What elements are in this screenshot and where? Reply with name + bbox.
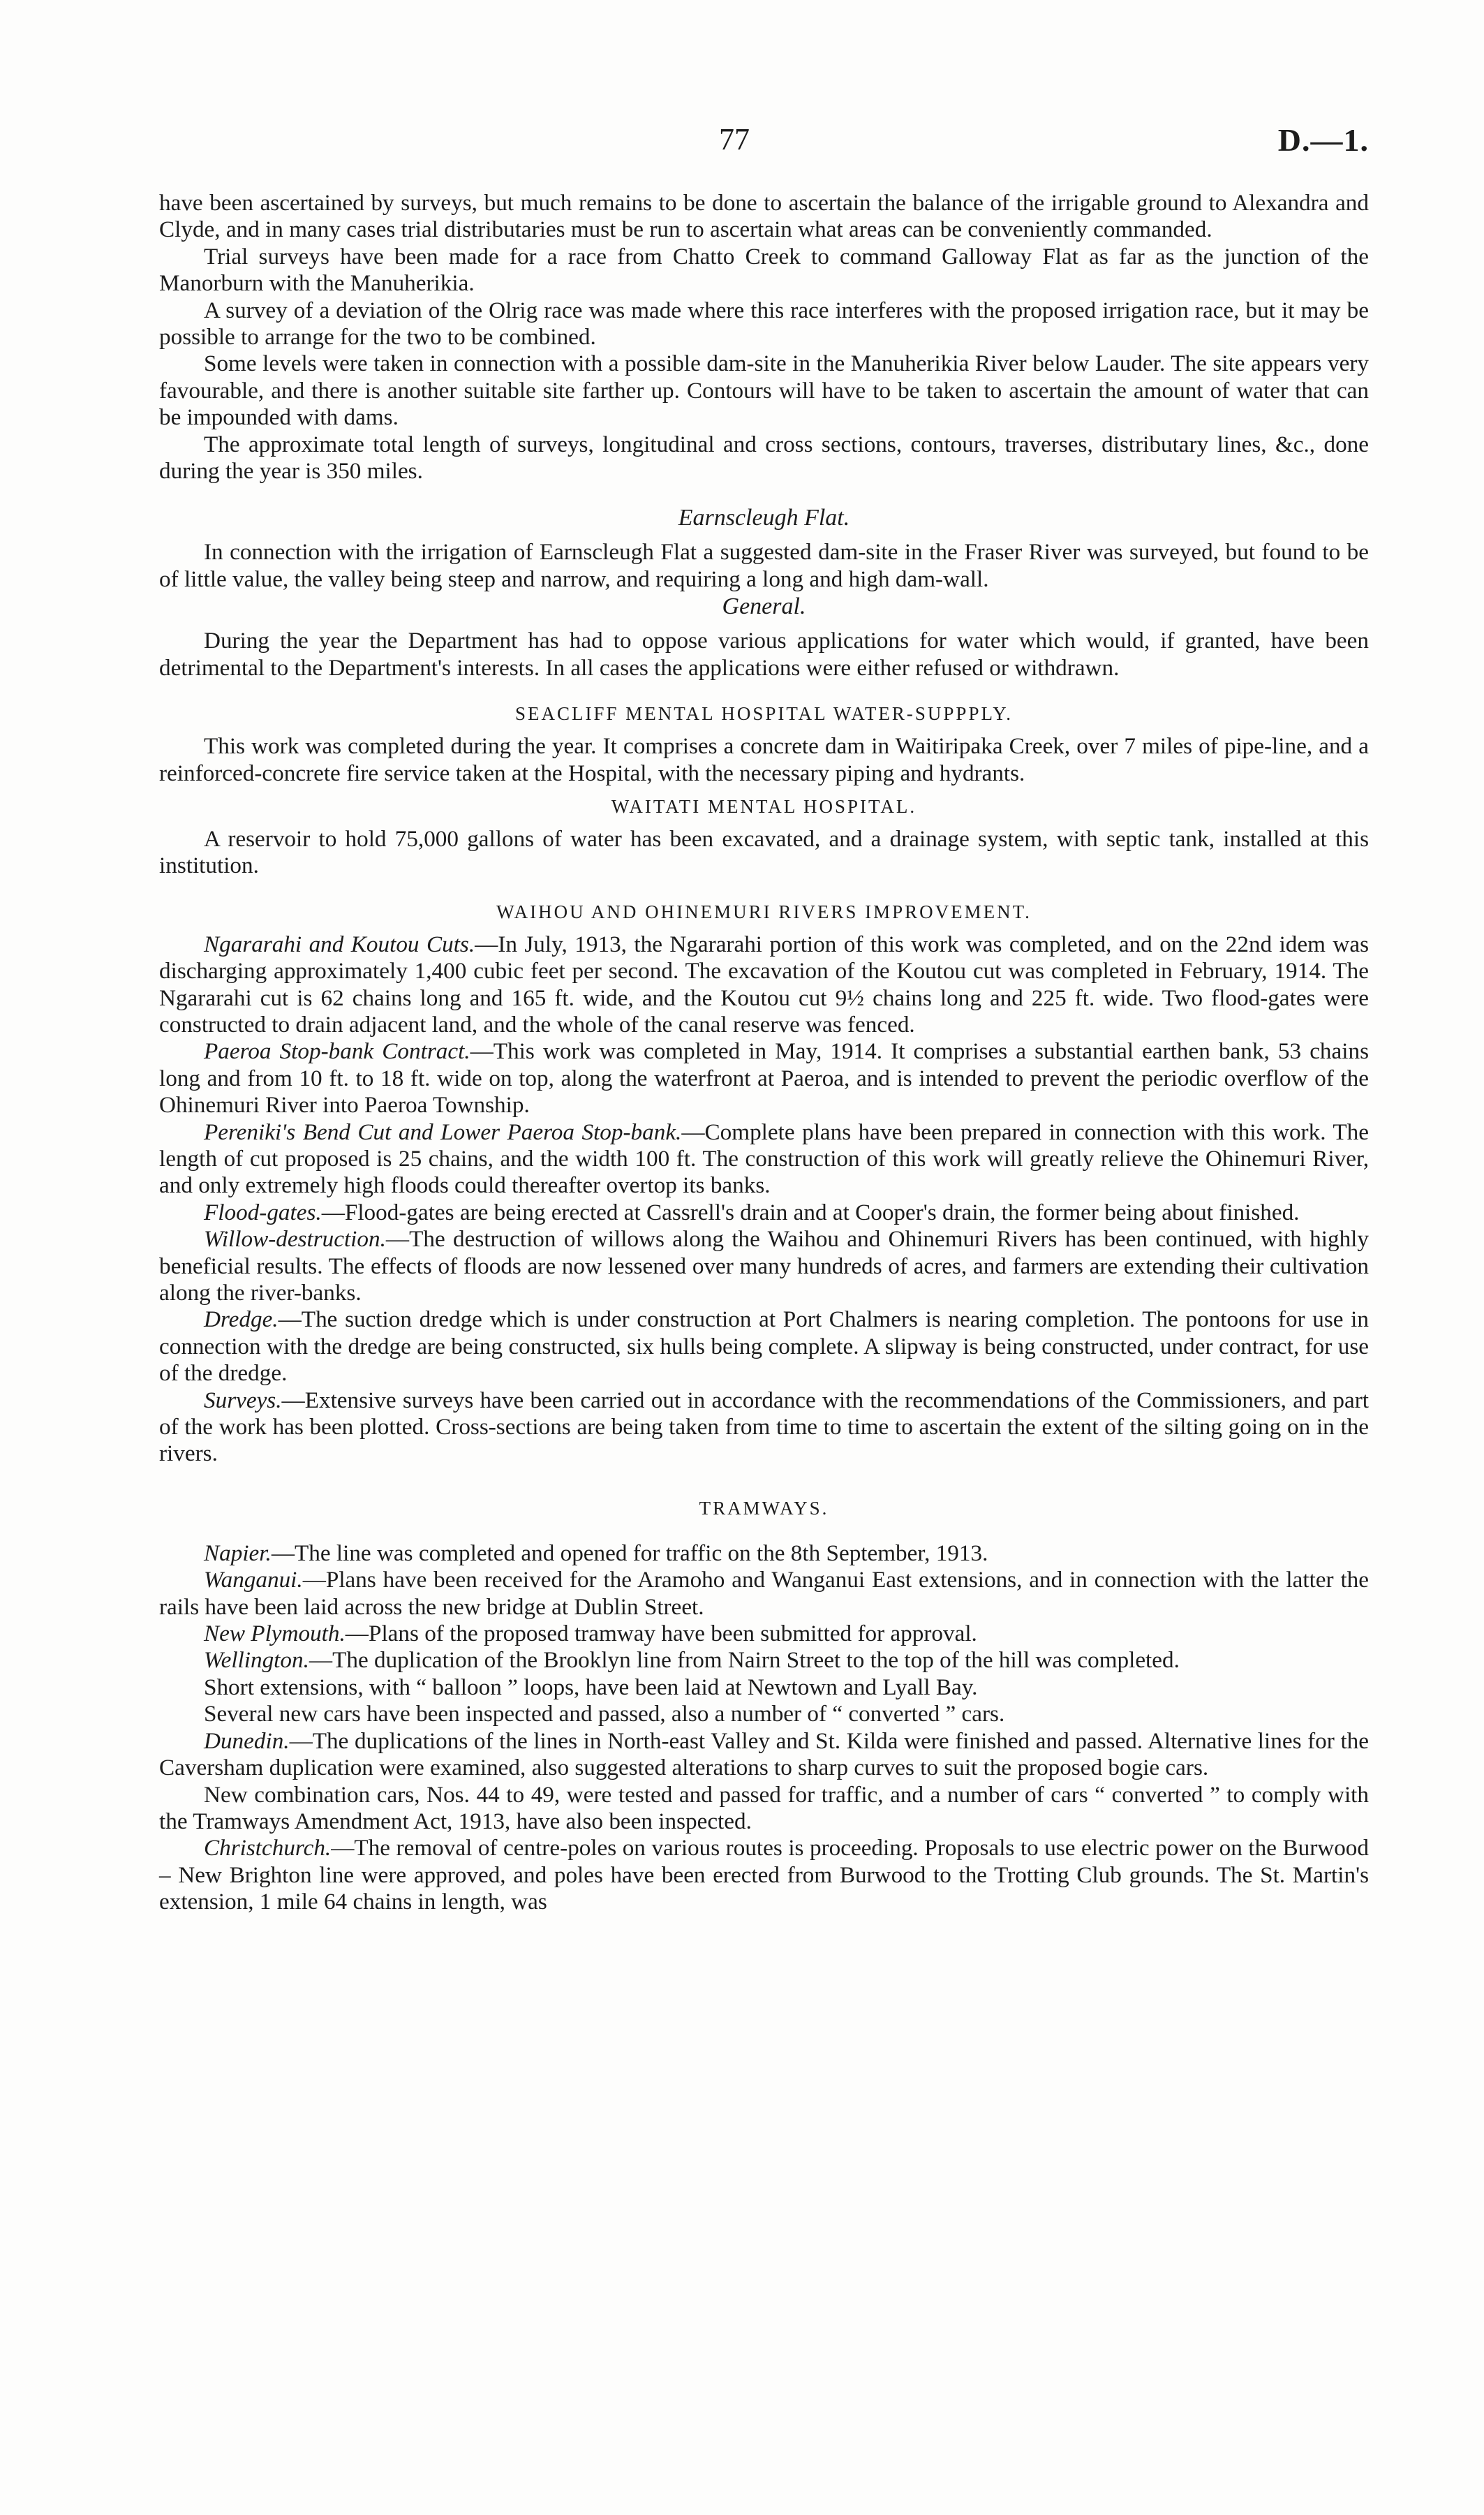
run-in-heading: Dredge. — [204, 1306, 279, 1333]
run-in-heading: Ngararahi and Koutou Cuts. — [204, 931, 475, 957]
paragraph-text: —This work was completed in May, 1914. It comprises a substantial earthen bank, 53 chains long and from 10 ft. to 18 ft. wide on top, along the waterfront at Paeroa, and is intended to prevent the periodic overflow of the Ohinemuri River into Paeroa Township. — [159, 1038, 1369, 1119]
run-in-heading: Wanganui. — [204, 1567, 303, 1593]
paragraph-willow-destruction — [159, 1226, 1369, 1306]
run-in-heading: Flood-gates. — [204, 1199, 322, 1225]
section-heading-tramways: TRAMWAYS. — [699, 1497, 829, 1519]
paragraph-dunedin — [159, 1728, 1369, 1782]
paragraph-text: —The duplications of the lines in North-east Valley and St. Kilda were finished and passed. Alternative lines for the Caversham duplication were examined, also suggested alterations to sharp curves to suit the proposed bogie cars. — [159, 1727, 1369, 1781]
paragraph-text: —The suction dredge which is under construction at Port Chalmers is nearing completion. The pontoons for use in connection with the dredge are being constructed, six hulls being complete. A slipway is being constructed, under contract, for use of the dredge. — [159, 1306, 1369, 1387]
run-in-heading: New Plymouth. — [204, 1621, 346, 1647]
paragraph: Some levels were taken in connection with a possible dam-site in the Manuherikia River below Lauder. The site appears very favourable, and there is another suitable site farther up. Contours will have to be taken to ascertain the amount of water that can be impounded with dams. — [159, 351, 1369, 431]
paragraph: This work was completed during the year. It comprises a concrete dam in Waitiripaka Creek, over 7 miles of pipe-line, and a reinforced-concrete fire service taken at the Hospital, with the necessary piping and hydrants. — [159, 733, 1369, 786]
section-heading-general: General. — [722, 593, 806, 620]
document-reference: D.—1. — [1277, 122, 1369, 158]
paragraph-text: —The duplication of the Brooklyn line from Nairn Street to the top of the hill was completed. — [309, 1647, 1180, 1674]
page-header — [159, 122, 1369, 190]
paragraph-dredge — [159, 1306, 1369, 1387]
section-heading-seacliff: SEACLIFF MENTAL HOSPITAL WATER-SUPPPLY. — [514, 703, 1014, 725]
run-in-heading: Surveys. — [204, 1387, 282, 1413]
paragraph: Several new cars have been inspected and passed, also a number of “ converted ” cars. — [204, 1701, 1005, 1727]
run-in-heading: Willow-destruction. — [204, 1226, 386, 1253]
run-in-heading: Dunedin. — [204, 1727, 290, 1754]
paragraph: New combination cars, Nos. 44 to 49, were tested and passed for traffic, and a number of cars “ converted ” to comply with the Tramways Amendment Act, 1913, have also been inspected. — [159, 1781, 1369, 1834]
paragraph-text: —The destruction of willows along the Waihou and Ohinemuri Rivers has been continued, with highly beneficial results. The effects of floods are now lessened over many hundreds of acres, and farmers are extending their cultivation along the river-banks. — [159, 1226, 1369, 1306]
run-in-heading: Pereniki's Bend Cut and Lower Paeroa Stop-bank. — [204, 1119, 682, 1145]
run-in-heading: Napier. — [204, 1540, 272, 1566]
paragraph-wellington — [159, 1647, 1369, 1674]
section-heading-waitati: WAITATI MENTAL HOSPITAL. — [611, 795, 917, 817]
paragraph-surveys — [159, 1387, 1369, 1468]
paragraph-text: —Complete plans have been prepared in connection with this work. The length of cut proposed is 25 chains, and the width 100 ft. The construction of this work will greatly relieve the Ohinemuri River, and only extremely high floods could thereafter overtop its banks. — [159, 1119, 1369, 1199]
paragraph: A reservoir to hold 75,000 gallons of water has been excavated, and a drainage system, with septic tank, installed at this institution. — [159, 825, 1369, 879]
paragraph-christchurch — [159, 1835, 1369, 1915]
run-in-heading: Christchurch. — [204, 1835, 332, 1861]
paragraph-paeroa-stop-bank — [159, 1038, 1369, 1119]
paragraph-text: —The removal of centre-poles on various routes is proceeding. Proposals to use electric power on the Burwood – New Brighton line were approved, and poles have been erected from Burwood to the Trotting Club grounds. The St. Martin's extension, 1 mile 64 chains in length, was — [159, 1835, 1369, 1915]
paragraph: Short extensions, with “ balloon ” loops, have been laid at Newtown and Lyall Bay. — [204, 1674, 978, 1700]
paragraph: During the year the Department has had to oppose various applications for water which would, if granted, have been detrimental to the Department's interests. In all cases the applications were either refused or withdrawn. — [159, 628, 1369, 681]
paragraph-ngararahi-koutou — [159, 931, 1369, 1039]
run-in-heading: Wellington. — [204, 1647, 309, 1674]
paragraph-text: —Flood-gates are being erected at Cassrell's drain and at Cooper's drain, the former being about finished. — [321, 1199, 1300, 1225]
page-number: 77 — [719, 122, 750, 156]
section-heading-waihou: WAIHOU AND OHINEMURI RIVERS IMPROVEMENT. — [496, 901, 1032, 922]
paragraph-new-plymouth — [159, 1621, 1369, 1647]
paragraph-text: —Plans of the proposed tramway have been submitted for approval. — [345, 1621, 977, 1647]
paragraph-text: —Extensive surveys have been carried out in accordance with the recommendations of the Commissioners, and part of the work has been plotted. Cross-sections are being taken from time to time to ascertain the extent of the silting going on in the rivers. — [159, 1387, 1369, 1467]
paragraph-text: —In July, 1913, the Ngararahi portion of this work was completed, and on the 22nd idem was discharging approximately 1,400 cubic feet per second. The excavation of the Koutou cut was completed in February, 1914. The Ngararahi cut is 62 chains long and 165 ft. wide, and the Koutou cut 9½ chains long and 225 ft. wide. Two flood-gates were constructed to drain adjacent land, and the whole of the canal reserve was fenced. — [159, 931, 1369, 1038]
paragraph-text: —The line was completed and opened for traffic on the 8th September, 1913. — [271, 1540, 988, 1566]
paragraph: have been ascertained by surveys, but much remains to be done to ascertain the balance of the irrigable ground to Alexandra and Clyde, and in many cases trial distributaries must be run to ascertain what areas can be conveniently commanded. — [159, 190, 1369, 243]
paragraph-perenikis-bend — [159, 1119, 1369, 1200]
run-in-heading: Paeroa Stop-bank Contract. — [204, 1038, 470, 1065]
paragraph: Trial surveys have been made for a race from Chatto Creek to command Galloway Flat as far as the junction of the Manorburn with the Manuherikia. — [159, 243, 1369, 297]
body-text — [159, 190, 1369, 1916]
section-heading-earnscleugh-flat: Earnscleugh Flat. — [678, 505, 850, 531]
paragraph-text: —Plans have been received for the Aramoho and Wanganui East extensions, and in connection with the latter the rails have been laid across the new bridge at Dublin Street. — [159, 1567, 1369, 1620]
paragraph-napier — [159, 1540, 1369, 1567]
paragraph: The approximate total length of surveys, longitudinal and cross sections, contours, traverses, distributary lines, &c., done during the year is 350 miles. — [159, 431, 1369, 485]
paragraph: A survey of a deviation of the Olrig race was made where this race interferes with the proposed irrigation race, but it may be possible to arrange for the two to be combined. — [159, 297, 1369, 351]
paragraph-flood-gates — [159, 1200, 1369, 1226]
paragraph: In connection with the irrigation of Earnscleugh Flat a suggested dam-site in the Fraser River was surveyed, but found to be of little value, the valley being steep and narrow, and requiring a long and high dam-wall. — [159, 539, 1369, 592]
paragraph-wanganui — [159, 1567, 1369, 1621]
